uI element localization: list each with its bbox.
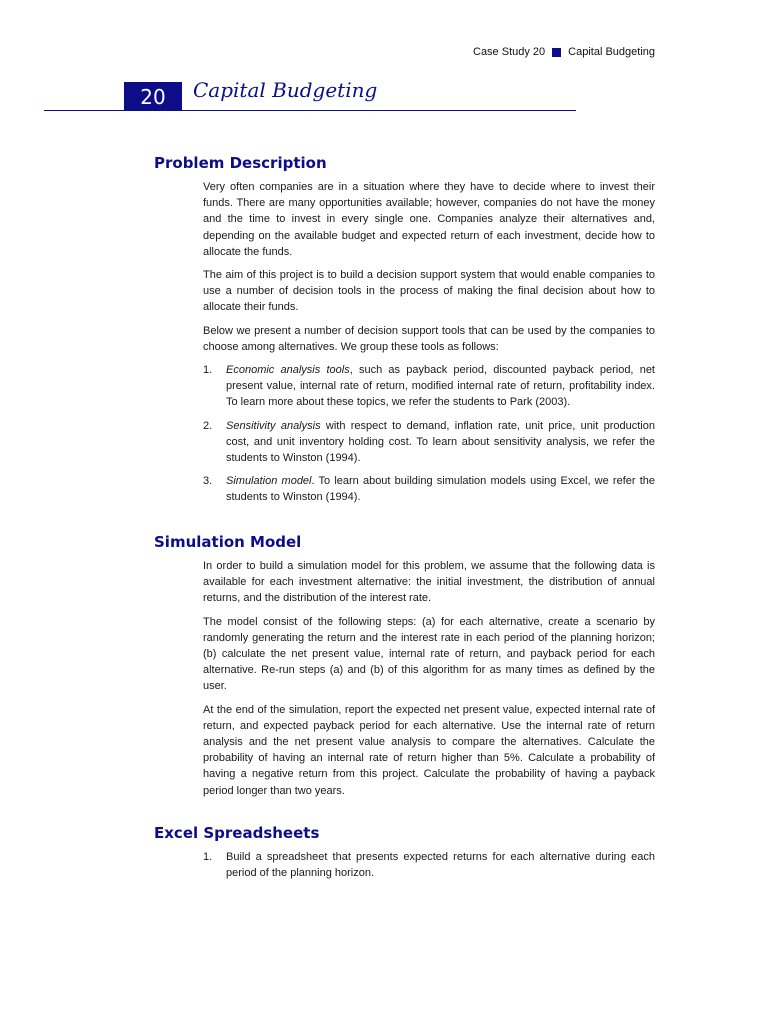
case-study-label: Case Study 20 (473, 46, 546, 58)
list-item-text: Build a spreadsheet that presents expected returns for each alternative during each period of the planning horizon. (226, 851, 655, 880)
running-header (473, 46, 655, 58)
list-number: 1. (203, 851, 213, 863)
paragraph: Below we present a number of decision support tools that can be used by the companies to choose among alternatives. We group these tools as follows: (203, 324, 655, 353)
running-chapter-label: Capital Budgeting (568, 46, 655, 58)
chapter-title: Capital Budgeting (193, 78, 378, 102)
list-item-lead: Simulation model (226, 475, 312, 488)
chapter-number-badge: 20 (124, 82, 182, 111)
list-item (203, 418, 655, 467)
section-heading-simulation-model: Simulation Model (154, 533, 302, 551)
paragraph: At the end of the simulation, report the expected net present value, expected internal rate of return, and expected payback period for each alternative. Use the internal rate of return analysis and the net present value analysis to compare the alternatives. Calculate the probability of having an internal rate of return higher than 5%. Calculate a probability of having a negative return from this project. Calculate the probability of having a payback period longer than two years. (203, 703, 655, 797)
list-item-lead: Economic analysis tools (226, 364, 350, 377)
square-bullet-icon (552, 48, 561, 57)
list-item-rest: with respect to demand, inflation rate, unit price, unit production cost, and unit inventory holding cost. To learn about sensitivity analysis, we refer the students to Winston (1994). (226, 419, 655, 465)
list-number: 2. (203, 419, 213, 432)
section-heading-problem-description: Problem Description (154, 154, 327, 172)
list-item (203, 849, 655, 881)
list-item-text (226, 473, 655, 505)
list-item-rest: . To learn about building simulation models using Excel, we refer the students to Winston (1994). (226, 475, 656, 504)
list-item-rest: , such as payback period, discounted payback period, net present value, internal rate of return, modified internal rate of return, profitability index. To learn more about these topics, we refer the students to Park (2003). (226, 364, 655, 409)
list-number: 3. (203, 475, 213, 488)
paragraph: The model consist of the following steps: (a) for each alternative, create a scenario by randomly generating the return and the interest rate in each period of the planning horizon; (b) calculate the net present value, internal rate of return, and payback period for each alternative. Re-run steps (a) and (b) of this algorithm for as many times as defined by the user. (203, 615, 655, 693)
section-heading-excel-spreadsheets: Excel Spreadsheets (154, 824, 320, 842)
paragraph: In order to build a simulation model for this problem, we assume that the following data is available for each investment alternative: the initial investment, the distribution of annual returns, and the distribution of the interest rate. (203, 560, 655, 605)
list-item-text (226, 418, 655, 467)
paragraph: Very often companies are in a situation where they have to decide where to invest their funds. There are many opportunities available; however, companies do not have the money and the time to invest in every single one. Companies analyze their alternatives and, depending on the available budget and expected return of each investment, decide how to allocate the funds. (203, 181, 655, 258)
simulation-model-body (203, 558, 655, 806)
excel-spreadsheets-body (203, 849, 655, 888)
title-rule (44, 110, 576, 111)
chapter-title-row (124, 78, 378, 111)
paragraph: The aim of this project is to build a decision support system that would enable companies to use a number of decision tools in the process of making the final decision about how to allocate their funds. (203, 269, 655, 314)
list-item (203, 362, 655, 411)
list-item-lead: Sensitivity analysis (226, 419, 321, 432)
list-item (203, 473, 655, 505)
list-number: 1. (203, 364, 213, 377)
problem-description-body (203, 179, 655, 513)
list-item-text (226, 362, 655, 411)
